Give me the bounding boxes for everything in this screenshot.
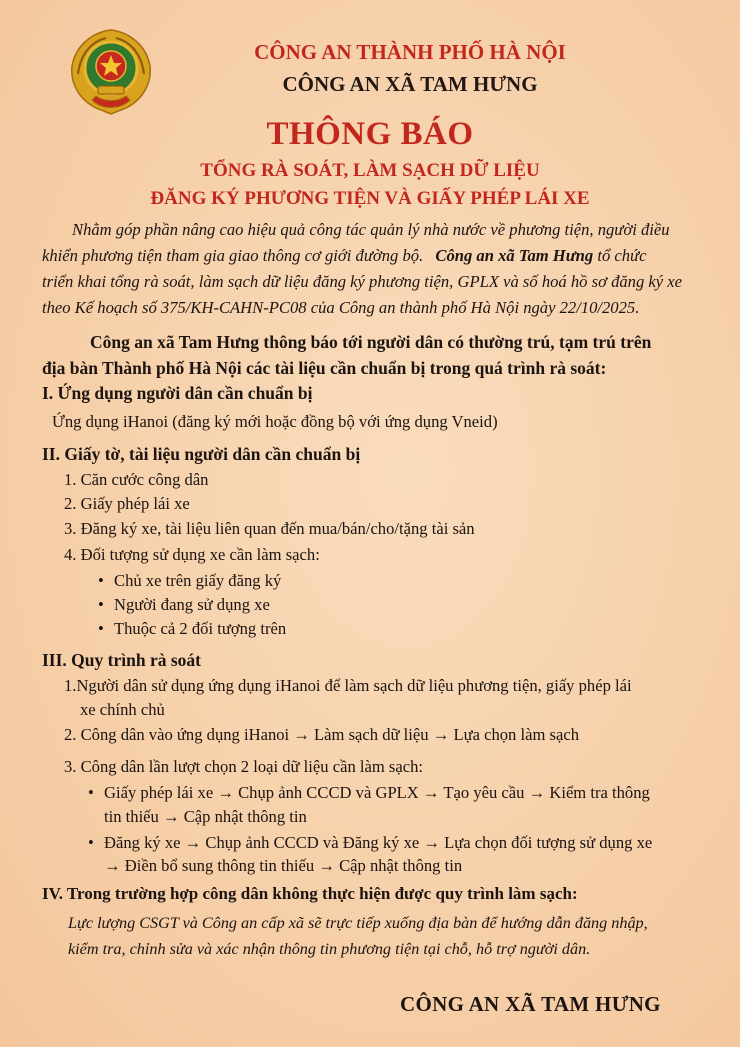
list-item: 3. Công dân lần lượt chọn 2 loại dữ liệu cần làm sạch: xyxy=(64,757,424,776)
intro-line-2-end: tổ chức xyxy=(597,246,647,265)
bullet-dot: • xyxy=(88,783,94,802)
bullet-dot: • xyxy=(98,619,104,638)
notice-line-1: Công an xã Tam Hưng thông báo tới người dân có thường trú, tạm trú trên xyxy=(90,332,652,352)
bullet-dot: • xyxy=(98,571,104,590)
section-4-line-2: kiểm tra, chỉnh sửa và xác nhận thông tin phương tiện tại chỗ, hỗ trợ người dân. xyxy=(68,940,591,958)
list-item-continued: tin thiếu → Cập nhật thông tin xyxy=(104,807,307,826)
list-item: 3. Đăng ký xe, tài liệu liên quan đến mua/bán/cho/tặng tài sản xyxy=(64,519,475,538)
intro-line-3: triển khai tổng rà soát, làm sạch dữ liệu đăng ký phương tiện, GPLX và số hoá hồ sơ đăng ký xe xyxy=(42,272,683,291)
section-4-line-1: Lực lượng CSGT và Công an cấp xã sẽ trực tiếp xuống địa bàn để hướng dẫn đăng nhập, xyxy=(68,914,648,932)
subtitle-line-1: TỔNG RÀ SOÁT, LÀM SẠCH DỮ LIỆU xyxy=(200,160,540,181)
intro-line-1: Nhằm góp phần nâng cao hiệu quả công tác quản lý nhà nước về phương tiện, người điều xyxy=(72,220,670,239)
section-1-text: Ứng dụng iHanoi (đăng ký mới hoặc đồng bộ với ứng dụng Vneid) xyxy=(52,412,498,431)
list-item-continued: → Điền bổ sung thông tin thiếu → Cập nhật thông tin xyxy=(104,856,463,875)
section-1-heading: I. Ứng dụng người dân cần chuẩn bị xyxy=(42,383,313,403)
police-emblem-icon xyxy=(66,26,156,120)
section-4-heading: IV. Trong trường hợp công dân không thực hiện được quy trình làm sạch: xyxy=(42,884,578,903)
intro-line-4: theo Kế hoạch số 375/KH-CAHN-PC08 của Công an thành phố Hà Nội ngày 22/10/2025. xyxy=(42,298,640,317)
list-item: • Người đang sử dụng xe xyxy=(98,595,270,614)
section-3-heading: III. Quy trình rà soát xyxy=(42,650,201,670)
bullet-dot: • xyxy=(88,833,94,852)
bullet-dot: • xyxy=(98,595,104,614)
list-item: • Giấy phép lái xe → Chụp ảnh CCCD và GPLX → Tạo yêu cầu → Kiểm tra thông xyxy=(88,783,650,802)
list-item-continued: xe chính chủ xyxy=(80,700,165,719)
list-item: 4. Đối tượng sử dụng xe cần làm sạch: xyxy=(64,545,320,564)
notice-line-2: địa bàn Thành phố Hà Nội các tài liệu cần chuẩn bị trong quá trình rà soát: xyxy=(42,358,607,378)
page-title: THÔNG BÁO xyxy=(266,116,474,152)
intro-line-2-org: Công an xã Tam Hưng xyxy=(435,246,594,265)
signature: CÔNG AN XÃ TAM HƯNG xyxy=(400,992,661,1016)
list-item: 1. Căn cước công dân xyxy=(64,470,209,489)
list-item: • Thuộc cả 2 đối tượng trên xyxy=(98,619,287,638)
intro-line-2 xyxy=(42,246,646,266)
list-item: 2. Công dân vào ứng dụng iHanoi → Làm sạch dữ liệu → Lựa chọn làm sạch xyxy=(64,725,580,744)
intro-line-2-text: khiển phương tiện tham gia giao thông cơ giới đường bộ. xyxy=(42,246,424,265)
org-name-commune: CÔNG AN XÃ TAM HƯNG xyxy=(282,72,538,96)
list-item: 1.Người dân sử dụng ứng dụng iHanoi để làm sạch dữ liệu phương tiện, giấy phép lái xyxy=(64,676,632,695)
list-item: • Đăng ký xe → Chụp ảnh CCCD và Đăng ký xe → Lựa chọn đối tượng sử dụng xe xyxy=(88,833,653,852)
subtitle-line-2: ĐĂNG KÝ PHƯƠNG TIỆN VÀ GIẤY PHÉP LÁI XE xyxy=(150,188,590,209)
org-name-city: CÔNG AN THÀNH PHỐ HÀ NỘI xyxy=(254,40,566,64)
section-2-heading: II. Giấy tờ, tài liệu người dân cần chuẩn bị xyxy=(42,444,361,464)
list-item: • Chủ xe trên giấy đăng ký xyxy=(98,571,282,590)
list-item: 2. Giấy phép lái xe xyxy=(64,494,190,513)
